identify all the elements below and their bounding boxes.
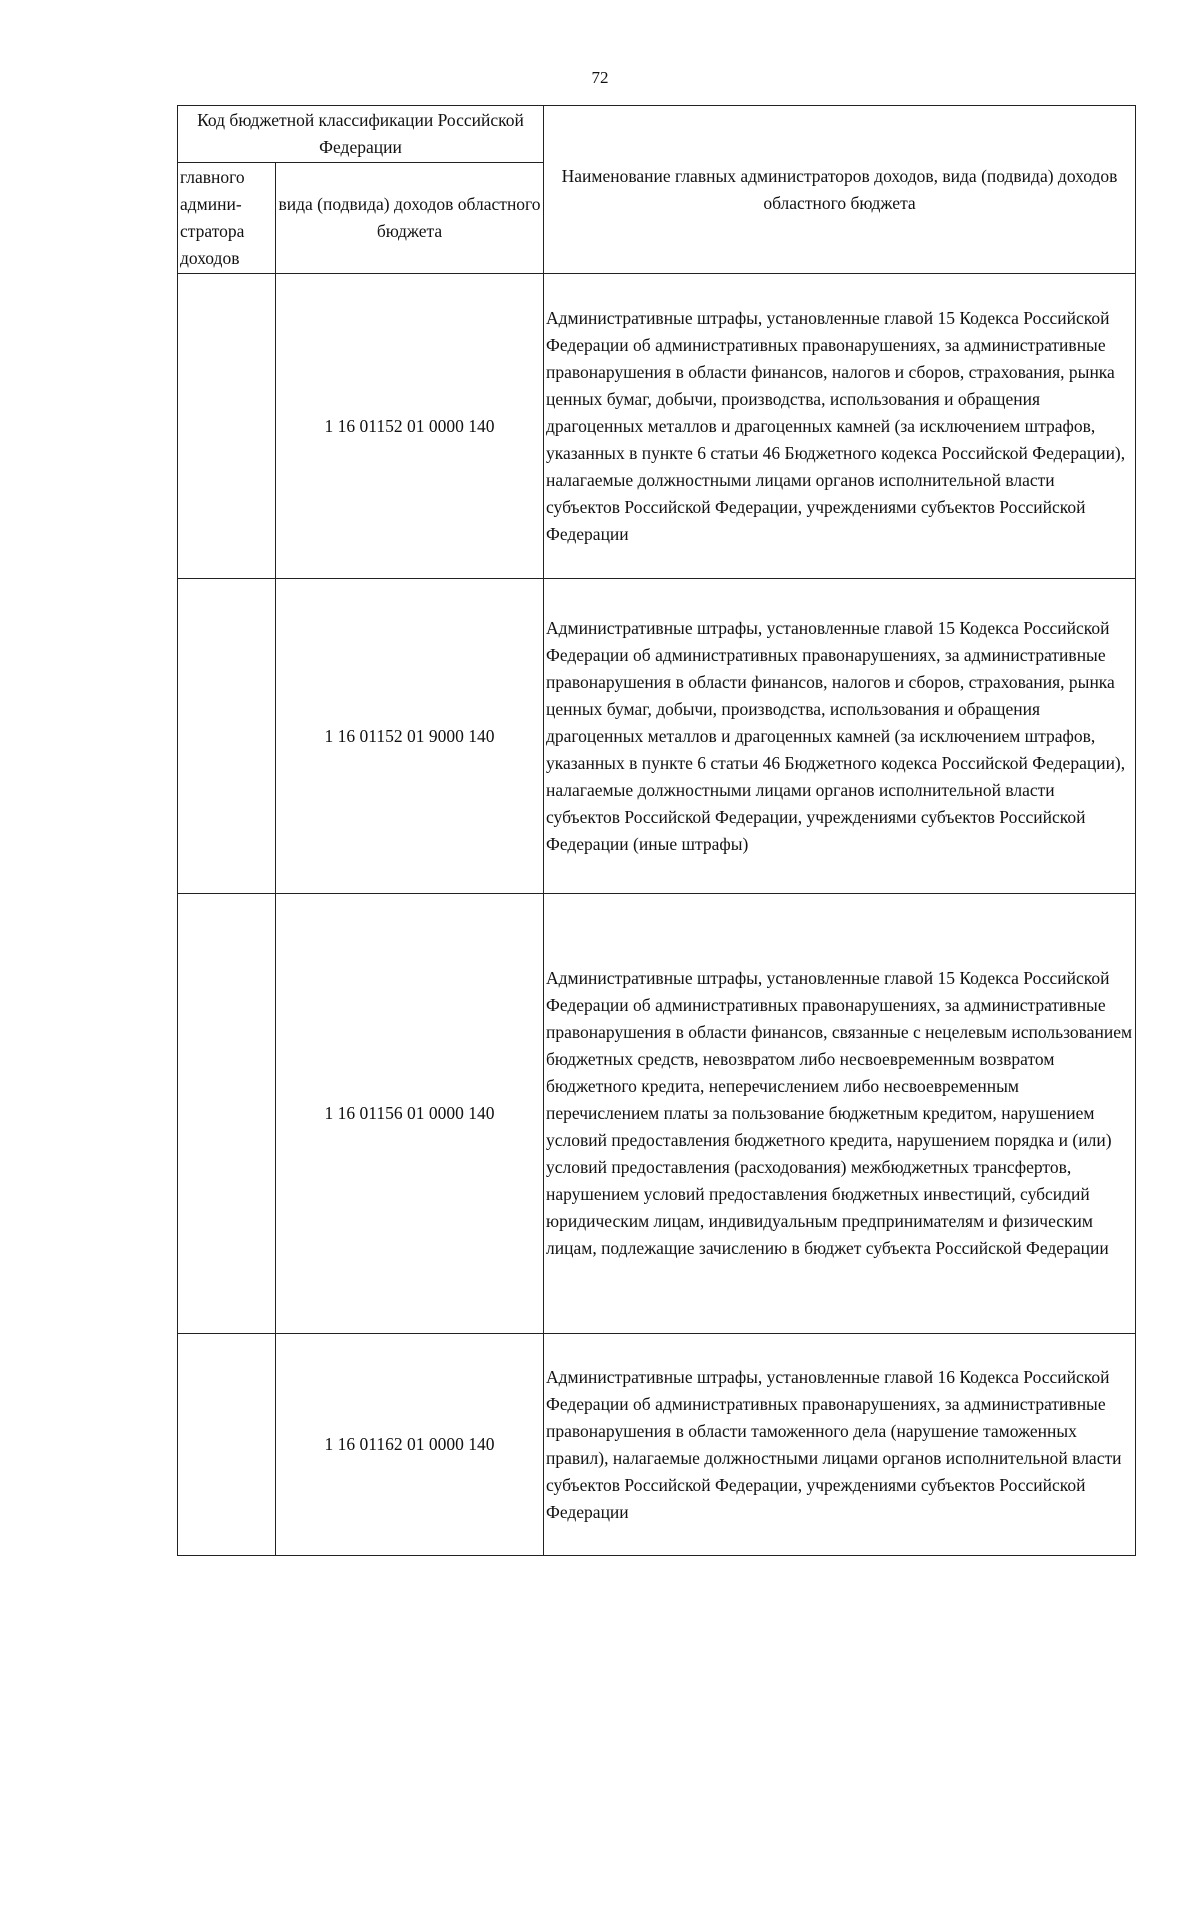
- description-cell: Административные штрафы, установленные главой 15 Кодекса Российской Федерации об административных правонарушениях, за административные правонарушения в области финансов, связанные с нецелевым использованием бюджетных средств, невозвратом либо несвоевременным возвратом бюджетного кредита, неперечислением либо несвоевременным перечислением платы за пользование бюджетным кредитом, нарушением условий предоставления бюджетного кредита, нарушением порядка и (или) условий предоставления (расходования) межбюджетных трансфертов, нарушением условий предоставления бюджетных инвестиций, субсидий юридическим лицам, индивидуальным предпринимателям и физическим лицам, подлежащие зачислению в бюджет субъекта Российской Федерации: [544, 894, 1136, 1334]
- income-code-cell: 1 16 01162 01 0000 140: [276, 1334, 544, 1556]
- table-row: [178, 579, 1136, 894]
- admin-code-cell: [178, 1334, 276, 1556]
- table-header-row: [178, 106, 1136, 163]
- admin-code-cell: [178, 894, 276, 1334]
- admin-code-cell: [178, 274, 276, 579]
- table-row: [178, 274, 1136, 579]
- table-row: [178, 894, 1136, 1334]
- description-cell: Административные штрафы, установленные главой 15 Кодекса Российской Федерации об административных правонарушениях, за административные правонарушения в области финансов, налогов и сборов, страхования, рынка ценных бумаг, добычи, производства, использования и обращения драгоценных металлов и драгоценных камней (за исключением штрафов, указанных в пункте 6 статьи 46 Бюджетного кодекса Российской Федерации), налагаемые должностными лицами органов исполнительной власти субъектов Российской Федерации, учреждениями субъектов Российской Федерации (иные штрафы): [544, 579, 1136, 894]
- income-code-cell: 1 16 01152 01 0000 140: [276, 274, 544, 579]
- header-admin-code: главного админи-стратора доходов: [178, 163, 276, 274]
- header-name-column: Наименование главных администраторов доходов, вида (подвида) доходов областного бюджета: [544, 106, 1136, 274]
- page-number: 72: [591, 68, 609, 87]
- budget-classification-table: [177, 105, 1136, 1556]
- income-code-cell: 1 16 01156 01 0000 140: [276, 894, 544, 1334]
- header-income-type-code: вида (подвида) доходов областного бюджета: [276, 163, 544, 274]
- income-code-cell: 1 16 01152 01 9000 140: [276, 579, 544, 894]
- description-cell: Административные штрафы, установленные главой 15 Кодекса Российской Федерации об административных правонарушениях, за административные правонарушения в области финансов, налогов и сборов, страхования, рынка ценных бумаг, добычи, производства, использования и обращения драгоценных металлов и драгоценных камней (за исключением штрафов, указанных в пункте 6 статьи 46 Бюджетного кодекса Российской Федерации), налагаемые должностными лицами органов исполнительной власти субъектов Российской Федерации, учреждениями субъектов Российской Федерации: [544, 274, 1136, 579]
- table-row: [178, 1334, 1136, 1556]
- description-cell: Административные штрафы, установленные главой 16 Кодекса Российской Федерации об административных правонарушениях, за административные правонарушения в области таможенного дела (нарушение таможенных правил), налагаемые должностными лицами органов исполнительной власти субъектов Российской Федерации, учреждениями субъектов Российской Федерации: [544, 1334, 1136, 1556]
- admin-code-cell: [178, 579, 276, 894]
- header-code-group: Код бюджетной классификации Российской Федерации: [178, 106, 544, 163]
